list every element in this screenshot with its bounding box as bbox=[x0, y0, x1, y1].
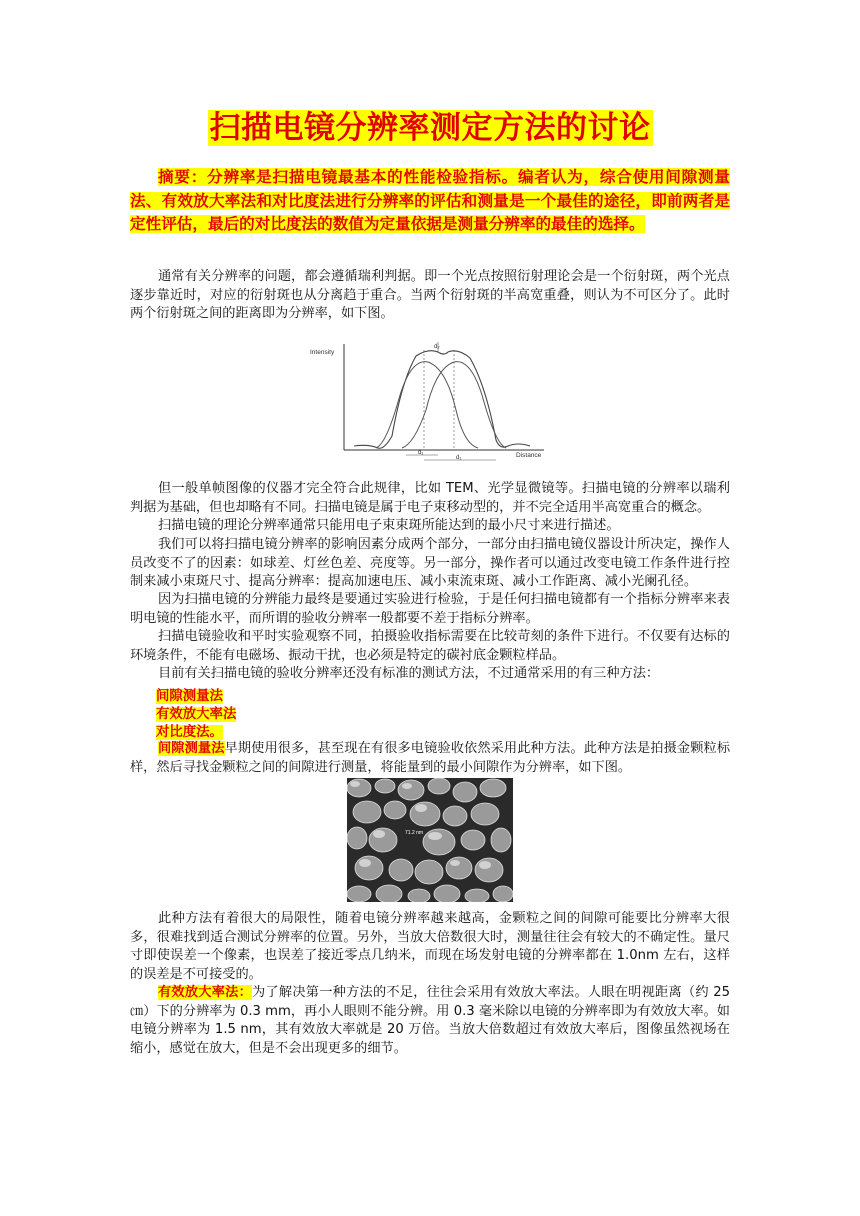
paragraph-single-frame: 但一般单帧图像的仪器才完全符合此规律，比如 TEM、光学显微镜等。扫描电镜的分辨率以瑞利判据为基础，但也却略有不同。扫描电镜是属于电子束移动型的，并不完全适用半高宽重合的概念。 bbox=[130, 481, 730, 515]
paragraph-theory: 扫描电镜的理论分辨率通常只能用电子束束斑所能达到的最小尺寸来进行描述。 bbox=[158, 518, 620, 533]
rayleigh-diagram bbox=[306, 340, 550, 462]
abstract: 摘要：分辨率是扫描电镜最基本的性能检验指标。编者认为，综合使用间隙测量法、有效放大率法和对比度法进行分辨率的评估和测量是一个最佳的途径，即前两者是定性评估，最后的对比度法的数值为定量依据是测量分辨率的最佳的选择。 bbox=[130, 168, 730, 234]
paragraph-acceptance: 扫描电镜验收和平时实验观察不同，拍摄验收指标需要在比较苛刻的条件下进行。不仅要有达标的环境条件，不能有电磁场、振动干扰，也必须是特定的碳衬底金颗粒样品。 bbox=[130, 629, 730, 663]
paragraph-spec: 因为扫描电镜的分辨能力最终是要通过实验进行检验，于是任何扫描电镜都有一个指标分辨率来表明电镜的性能水平，而所谓的验收分辨率一般都要不差于指标分辨率。 bbox=[130, 592, 730, 626]
paragraph-methods-intro: 目前有关扫描电镜的验收分辨率还没有标准的测试方法，不过通常采用的有三种方法： bbox=[158, 666, 660, 681]
y-axis-label: Intensity bbox=[310, 349, 335, 356]
method-item: 间隙测量法 bbox=[156, 689, 223, 704]
method-item: 对比度法。 bbox=[156, 725, 223, 740]
paragraph-limitations: 此种方法有着很大的局限性，随着电镜分辨率越来越高，金颗粒之间的间隙可能要比分辨率大很多，很难找到适合测试分辨率的位置。另外，当放大倍数很大时，测量往往会有较大的不确定性。量尺寸即使误差一个像素，也误差了接近零点几纳米，而现在场发射电镜的分辨率都在 1.0nm 左右，这样的误差是不可接受的。 bbox=[130, 911, 730, 982]
paragraph-magnification-method: 有效放大率法：为了解决第一种方法的不足，往往会采用有效放大率法。人眼在明视距离（约 25㎝）下的分辨率为 0.3 mm，再小人眼则不能分辨。用 0.3 毫米除以电镜的分辨率即为有效放大率。如电镜分辨率为 1.5 nm，其有效放大率就是 20 万倍。当放大倍数超过有效放大率后，图像虽然视场在缩小，感觉在放大，但是不会出现更多的细节。 bbox=[130, 985, 730, 1056]
gold-particles-sem-image bbox=[347, 778, 513, 902]
x-axis-label: Distance bbox=[516, 452, 542, 459]
page-title: 扫描电镜分辨率测定方法的讨论 bbox=[209, 110, 651, 146]
methods-list bbox=[156, 670, 236, 742]
label-d1-wide: d₁ bbox=[456, 455, 462, 461]
scale-label: 71.2 nm bbox=[405, 830, 424, 836]
combined-curve bbox=[354, 351, 530, 449]
label-d2: d₂ bbox=[434, 344, 440, 350]
method-item: 有效放大率法 bbox=[156, 707, 237, 722]
label-d1: d₁ bbox=[418, 450, 424, 456]
paragraph-rayleigh: 通常有关分辨率的问题，都会遵循瑞利判据。即一个光点按照衍射理论会是一个衍射斑，两个光点逐步靠近时，对应的衍射斑也从分离趋于重合。当两个衍射斑的半高宽重叠，则认为不可区分了。此时两个衍射斑之间的距离即为分辨率，如下图。 bbox=[130, 269, 730, 322]
paragraph-gap-method: 间隙测量法早期使用很多，甚至现在有很多电镜验收依然采用此种方法。此种方法是拍摄金颗粒标样，然后寻找金颗粒之间的间隙进行测量，将能量到的最小间隙作为分辨率，如下图。 bbox=[130, 741, 731, 775]
paragraph-factors: 我们可以将扫描电镜分辨率的影响因素分成两个部分，一部分由扫描电镜仪器设计所决定，操作人员改变不了的因素：如球差、灯丝色差、亮度等。另一部分，操作者可以通过改变电镜工作条件进行控制来减小束斑尺寸、提高分辨率：提高加速电压、减小束流束斑、减小工作距离、减小光阑孔径。 bbox=[130, 537, 730, 590]
